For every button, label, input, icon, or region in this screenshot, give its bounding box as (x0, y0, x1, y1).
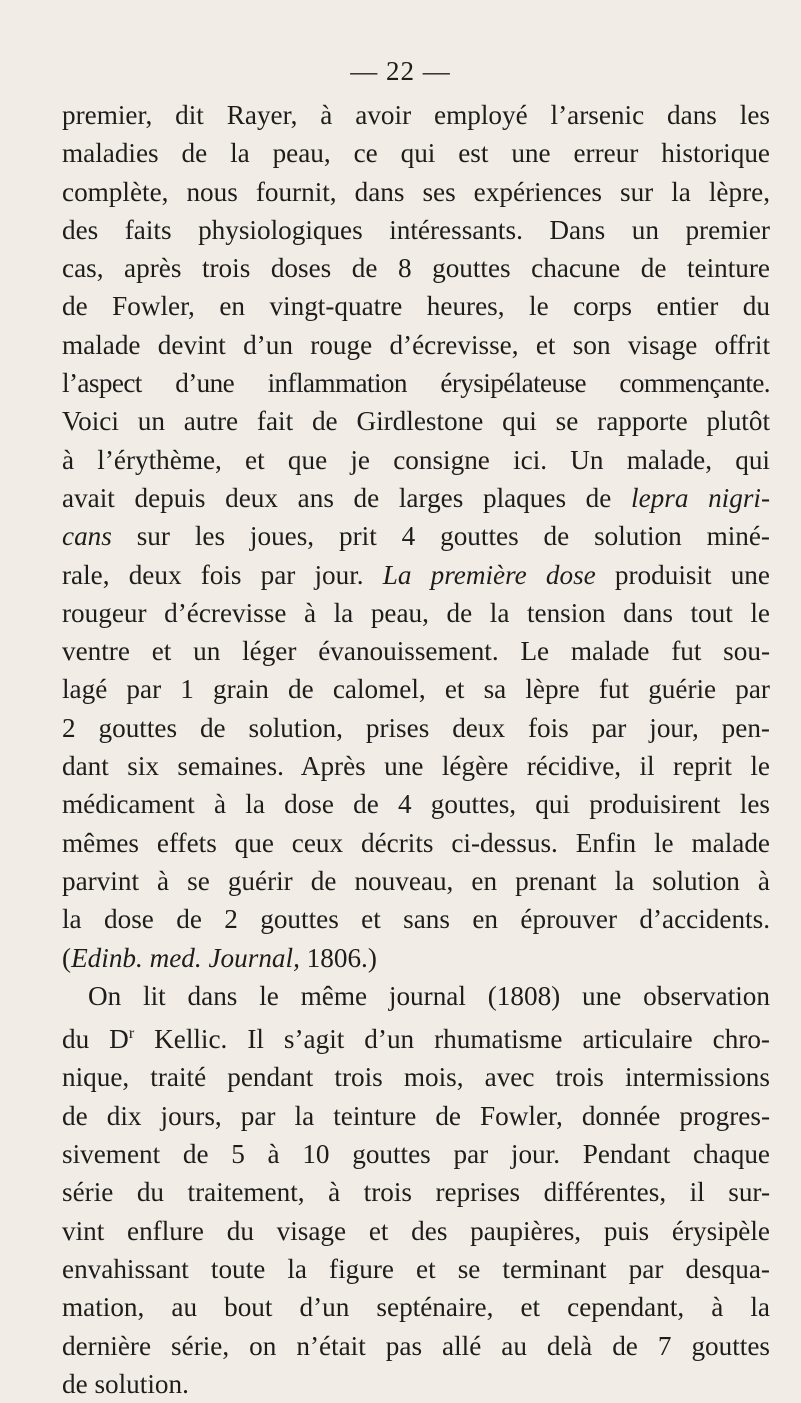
text-line: ventre et un léger évanouissement. Le malade fut sou- (62, 636, 770, 667)
text-line: rougeur d’écrevisse à la peau, de la tension dans tout le (62, 597, 770, 628)
text-line: dernière série, on n’était pas allé au delà de 7 gouttes (62, 1330, 770, 1361)
text-line (62, 1015, 770, 1058)
text-line: série du traitement, à trois reprises différentes, il sur- (62, 1177, 770, 1208)
text-line: complète, nous fournit, dans ses expériences sur la lèpre, (62, 176, 770, 207)
text-segment: Kellic. Il s’agit d’un rhumatisme articulaire chro- (134, 1024, 770, 1055)
text-line: mation, au bout d’un septénaire, et cependant, à la (62, 1292, 770, 1323)
citation-line (62, 939, 770, 977)
text-line: des faits physiologiques intéressants. Dans un premier (62, 214, 770, 245)
text-line: lagé par 1 grain de calomel, et sa lèpre fut guérie par (62, 674, 770, 705)
text-line: la dose de 2 gouttes et sans en éprouver d’accidents. (62, 904, 770, 935)
text-line: maladies de la peau, ce qui est une erreur historique (62, 138, 770, 169)
text-line: malade devint d’un rouge d’écrevisse, et son visage offrit (62, 329, 770, 360)
text-line: nique, traité pendant trois mois, avec trois intermissions (62, 1062, 770, 1093)
text-segment: sur les joues, prit 4 gouttes de solution miné- (111, 521, 770, 552)
body-text (62, 96, 770, 1403)
italic-term: La première dose (382, 559, 596, 590)
text-line: de solution. (62, 1368, 189, 1399)
italic-term: lepra nigri- (631, 482, 771, 513)
text-line: vint enflure du visage et des paupières, puis érysipèle (62, 1215, 770, 1246)
text-line: Voici un autre fait de Girdlestone qui se rapporte plutôt (62, 406, 770, 437)
citation-journal: Edinb. med. Journal, (71, 942, 300, 973)
superscript: r (128, 1025, 135, 1043)
text-line: parvint à se guérir de nouveau, en prenant la solution à (62, 865, 770, 896)
citation-year: 1806.) (299, 942, 377, 973)
text-segment: rale, deux fois par jour. (62, 559, 364, 590)
text-line (62, 479, 770, 517)
italic-term: cans (62, 521, 112, 552)
text-line: à l’érythème, et que je consigne ici. Un malade, qui (62, 444, 770, 475)
text-line (62, 517, 770, 555)
text-line (62, 556, 770, 594)
text-line: dant six semaines. Après une légère récidive, il reprit le (62, 751, 770, 782)
citation-open: ( (62, 942, 72, 973)
text-line: 2 gouttes de solution, prises deux fois par jour, pen- (62, 712, 770, 743)
text-segment: avait depuis deux ans de larges plaques de (62, 482, 612, 513)
text-line: de dix jours, par la teinture de Fowler, donnée progres- (62, 1100, 770, 1131)
text-line: mêmes effets que ceux décrits ci-dessus. Enfin le malade (62, 827, 770, 858)
paragraph-start-line: On lit dans le même journal (1808) une observation (88, 980, 770, 1011)
text-segment: produisit une (595, 559, 770, 590)
text-segment: du D (62, 1024, 129, 1055)
text-line: premier, dit Rayer, à avoir employé l’arsenic dans les (62, 100, 770, 130)
text-line: sivement de 5 à 10 gouttes par jour. Pendant chaque (62, 1139, 770, 1170)
text-line: cas, après trois doses de 8 gouttes chacune de teinture (62, 253, 770, 284)
text-line: médicament à la dose de 4 gouttes, qui produisirent les (62, 789, 770, 820)
text-line: envahissant toute la figure et se terminant par desqua- (62, 1253, 770, 1284)
text-line: l’aspect d’une inflammation érysipélateuse commençante. (62, 368, 770, 399)
page-number: — 22 — (350, 56, 451, 86)
text-line: de Fowler, en vingt-quatre heures, le corps entier du (62, 291, 770, 322)
